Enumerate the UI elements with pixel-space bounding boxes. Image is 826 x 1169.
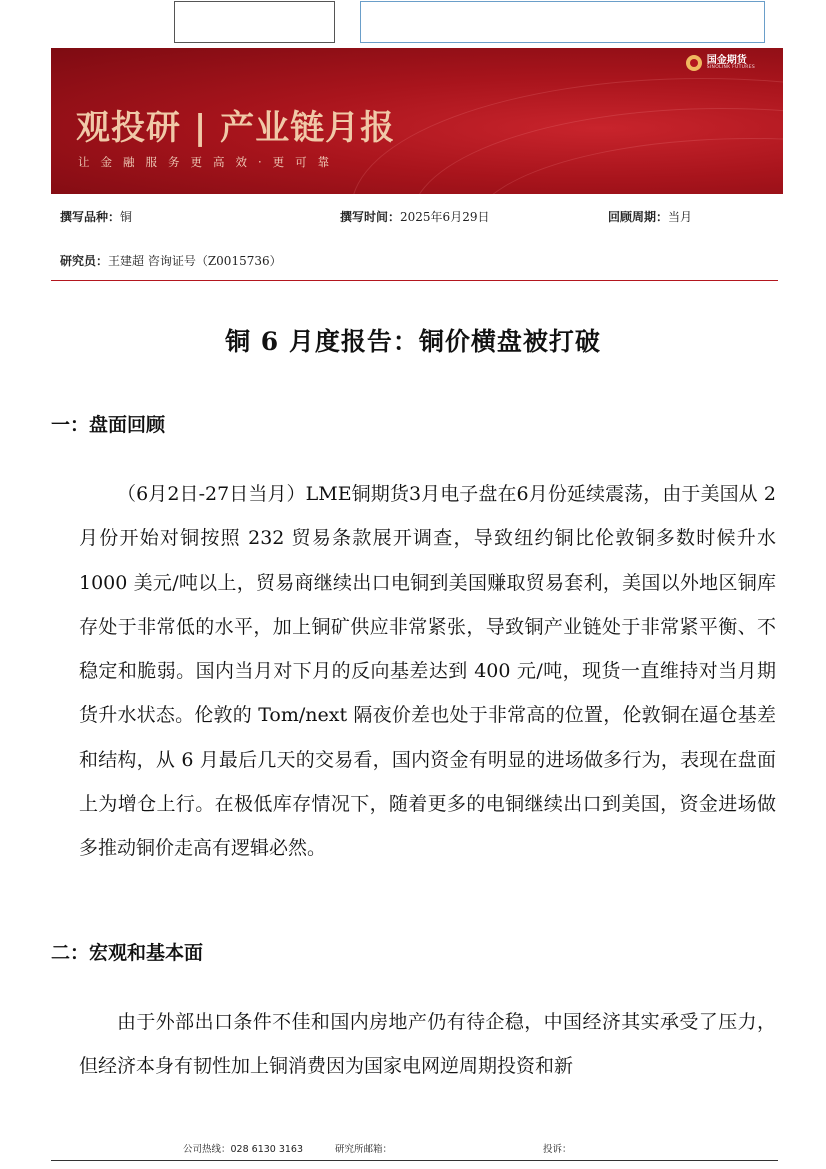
header-divider — [51, 280, 778, 281]
header-blank-box-right — [360, 1, 765, 43]
meta-time-value: 2025年6月29日 — [400, 210, 490, 224]
banner-title: 观投研 | 产业链月报 — [76, 108, 396, 148]
meta-period-label: 回顾周期： — [608, 210, 669, 224]
footer-divider — [51, 1160, 778, 1161]
meta-variety-value: 铜 — [120, 210, 133, 224]
meta-researcher — [60, 252, 282, 269]
footer-complaint: 投诉： — [543, 1144, 572, 1155]
logo-name-cn: 国金期货 — [706, 54, 747, 66]
section-heading-macro: 二：宏观和基本面 — [51, 942, 204, 964]
section-body-review: （6月2日-27日当月）LME铜期货3月电子盘在6月份延续震荡，由于美国从 2 月份开始对铜按照 232 贸易条款展开调查，导致纽约铜比伦敦铜多数时候升水 1000 美元/吨以上，贸易商继续出口电铜到美国赚取贸易套利，美国以外地区铜库存处于非常低的水平，加上铜矿供应非常紧张，导致铜产业链处于非常紧平衡、不稳定和脆弱。国内当月对下月的反向基差达到 400 元/吨，现货一直维持对当月期货升水状态。伦敦的 Tom/next 隔夜价差也处于非常高的位置，伦敦铜在逼仓基差和结构，从 6 月最后几天的交易看，国内资金有明显的进场做多行为，表现在盘面上为增仓上行。在极低库存情况下，随着更多的电铜继续出口到美国，资金进场做多推动铜价走高有逻辑必然。 — [79, 483, 776, 860]
meta-period-value: 当月 — [668, 210, 693, 224]
report-banner — [51, 48, 783, 194]
footer-hotline: 公司热线：028 6130 3163 — [183, 1144, 304, 1155]
meta-time — [340, 208, 489, 225]
meta-researcher-value: 王建超 咨询证号（Z0015736） — [108, 254, 282, 268]
logo-icon — [686, 55, 702, 71]
section-heading-review: 一：盘面回顾 — [51, 414, 166, 436]
company-logo — [686, 55, 755, 71]
meta-time-label: 撰写时间： — [340, 210, 401, 224]
meta-researcher-label: 研究员： — [60, 254, 109, 268]
meta-variety — [60, 208, 132, 225]
footer-email: 研究所邮箱： — [335, 1144, 393, 1155]
meta-variety-label: 撰写品种： — [60, 210, 121, 224]
document-title: 铜 6 月度报告：铜价横盘被打破 — [225, 327, 601, 356]
meta-period — [608, 208, 692, 225]
logo-name-en: SINOLINK FUTURES — [706, 64, 755, 70]
banner-slogan: 让金融服务更高效·更可靠 — [78, 155, 341, 169]
header-blank-box-left — [174, 1, 335, 43]
section-body-macro: 由于外部出口条件不佳和国内房地产仍有待企稳，中国经济其实承受了压力，但经济本身有韧性加上铜消费因为国家电网逆周期投资和新 — [79, 1011, 776, 1078]
